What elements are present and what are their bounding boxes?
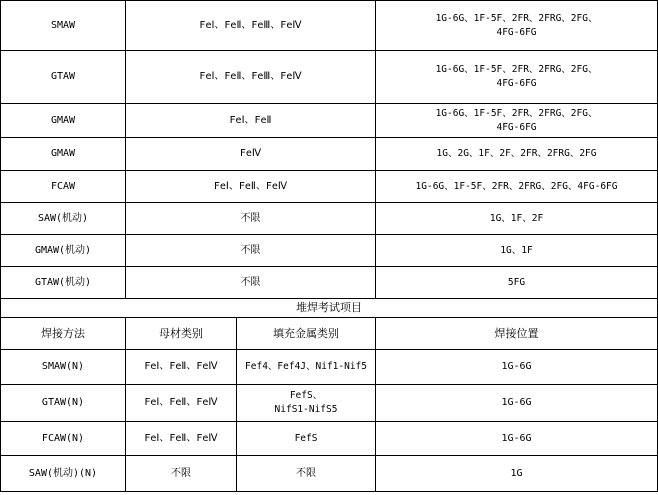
base-metal-cell: FeⅠ、FeⅡ、FeⅢ、FeⅣ (126, 51, 376, 104)
position-cell: 1G、2G、1F、2F、2FR、2FRG、2FG (376, 138, 658, 171)
position-cell: 1G (376, 456, 658, 492)
base-metal-cell: 不限 (126, 456, 237, 492)
table-row (1, 138, 658, 171)
process-cell: SAW(机动)(N) (1, 456, 126, 492)
position-cell: 1G-6G (376, 350, 658, 385)
section-title-row (1, 299, 658, 318)
table-row (1, 422, 658, 456)
position-cell: 1G-6G、1F-5F、2FR、2FRG、2FG、 4FG-6FG (376, 104, 658, 138)
filler-cell: Fef4、Fef4J、Nif1-Nif5 (237, 350, 376, 385)
base-metal-cell: FeⅠ、FeⅡ、FeⅣ (126, 385, 237, 422)
process-cell: GTAW(N) (1, 385, 126, 422)
position-cell: 1G-6G、1F-5F、2FR、2FRG、2FG、 4FG-6FG (376, 51, 658, 104)
table-row (1, 171, 658, 203)
position-cell: 1G-6G、1F-5F、2FR、2FRG、2FG、 4FG-6FG (376, 1, 658, 51)
header-filler: 填充金属类别 (237, 318, 376, 350)
table-row (1, 267, 658, 299)
process-cell: SMAW (1, 1, 126, 51)
header-position: 焊接位置 (376, 318, 658, 350)
table-row (1, 51, 658, 104)
process-cell: FCAW(N) (1, 422, 126, 456)
section-title: 堆焊考试项目 (1, 299, 658, 318)
process-cell: GMAW (1, 138, 126, 171)
base-metal-cell: FeⅠ、FeⅡ (126, 104, 376, 138)
filler-cell: FefS (237, 422, 376, 456)
process-cell: GMAW (1, 104, 126, 138)
header-base-metal: 母材类别 (126, 318, 237, 350)
position-cell: 1G、1F (376, 235, 658, 267)
table-row (1, 235, 658, 267)
position-cell: 1G、1F、2F (376, 203, 658, 235)
position-cell: 1G-6G (376, 422, 658, 456)
base-metal-cell: 不限 (126, 235, 376, 267)
process-cell: FCAW (1, 171, 126, 203)
process-cell: SAW(机动) (1, 203, 126, 235)
base-metal-cell: FeⅠ、FeⅡ、FeⅣ (126, 350, 237, 385)
position-cell: 1G-6G、1F-5F、2FR、2FRG、2FG、4FG-6FG (376, 171, 658, 203)
table-row (1, 104, 658, 138)
table-row (1, 350, 658, 385)
table-row (1, 203, 658, 235)
base-metal-cell: FeⅠ、FeⅡ、FeⅣ (126, 422, 237, 456)
table-row (1, 385, 658, 422)
base-metal-cell: FeⅣ (126, 138, 376, 171)
header-process: 焊接方法 (1, 318, 126, 350)
base-metal-cell: FeⅠ、FeⅡ、FeⅢ、FeⅣ (126, 1, 376, 51)
base-metal-cell: 不限 (126, 203, 376, 235)
table-row (1, 1, 658, 51)
table-row (1, 456, 658, 492)
process-cell: GMAW(机动) (1, 235, 126, 267)
process-cell: GTAW (1, 51, 126, 104)
position-cell: 5FG (376, 267, 658, 299)
process-cell: GTAW(机动) (1, 267, 126, 299)
position-cell: 1G-6G (376, 385, 658, 422)
header-row (1, 318, 658, 350)
filler-cell: FefS、 NifS1-NifS5 (237, 385, 376, 422)
base-metal-cell: FeⅠ、FeⅡ、FeⅣ (126, 171, 376, 203)
process-cell: SMAW(N) (1, 350, 126, 385)
filler-cell: 不限 (237, 456, 376, 492)
base-metal-cell: 不限 (126, 267, 376, 299)
